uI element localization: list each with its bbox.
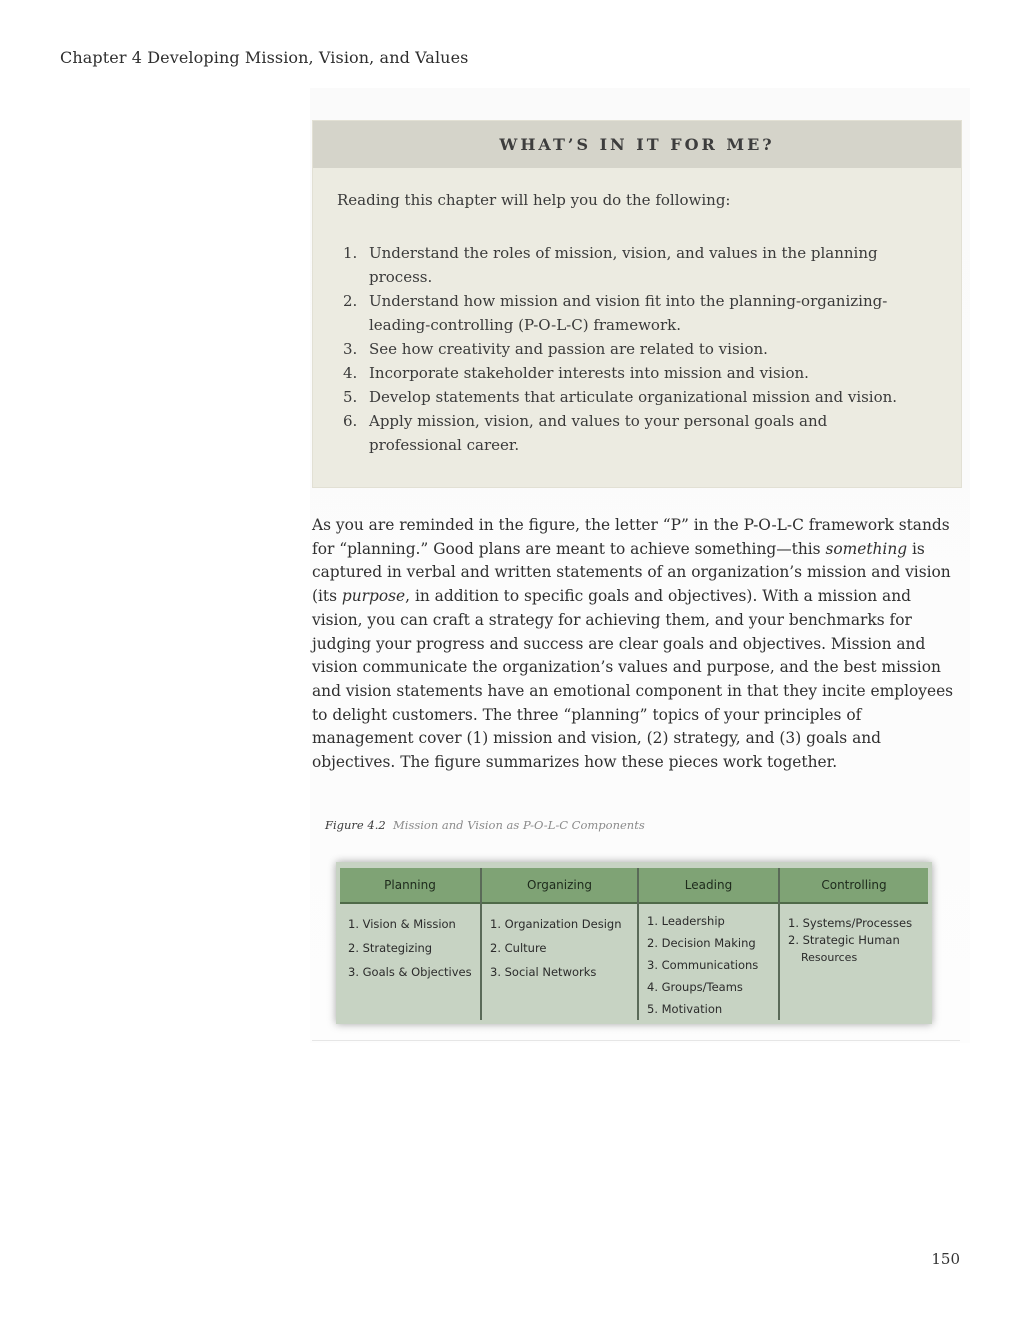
objective-item	[313, 385, 913, 409]
body-emphasis: something	[825, 539, 908, 558]
objective-text: Develop statements that articulate organizational mission and vision.	[369, 388, 898, 406]
objective-number: 5.	[343, 388, 358, 406]
objective-number: 4.	[343, 364, 358, 382]
objective-text: See how creativity and passion are related to vision.	[369, 340, 768, 358]
column-item: 2. Culture	[490, 941, 547, 955]
figure-caption	[325, 818, 645, 832]
objective-number: 2.	[343, 292, 358, 310]
column-item: 5. Motivation	[647, 1002, 723, 1016]
column-item: 3. Social Networks	[490, 965, 597, 979]
figure-column-controlling	[780, 868, 928, 1020]
figure-column-planning	[340, 868, 482, 1020]
objective-number: 6.	[343, 412, 358, 430]
body-text-segment: is captured in verbal and written statements of an organization’s mission and vision (its	[312, 539, 951, 606]
page-number: 150	[931, 1250, 960, 1268]
objective-item	[313, 409, 913, 457]
column-items	[780, 904, 928, 966]
polc-figure	[336, 862, 932, 1024]
column-items	[340, 904, 480, 984]
column-header: Leading	[639, 868, 778, 904]
objective-number: 1.	[343, 244, 358, 262]
column-item: 3. Goals & Objectives	[348, 965, 472, 979]
objective-item	[313, 289, 913, 337]
objective-text: Understand the roles of mission, vision, and values in the planning process.	[369, 244, 878, 286]
column-header: Organizing	[482, 868, 637, 904]
body-emphasis: purpose	[341, 587, 406, 606]
column-item: Resources	[801, 951, 858, 964]
body-text-segment: , in addition to specific goals and objectives). With a mission and vision, you can craft a strategy for achieving them, and your benchmarks for judging your progress and success are clear goals and objectives. Mission and vision communicate the organization’s values and purpose, and the best mission and vision statements have an emotional component in that they incite employees to delight customers. The three “planning” topics of your principles of management cover (1) mission and vision, (2) strategy, and (3) goals and objectives. The figure summarizes how these pieces work together.	[312, 587, 954, 772]
column-item: 1. Organization Design	[490, 917, 622, 931]
column-item: 3. Communications	[647, 958, 759, 972]
objectives-list	[313, 241, 913, 457]
learning-objectives-box	[312, 120, 962, 488]
figure-label: Figure 4.2	[325, 818, 386, 832]
column-header: Planning	[340, 868, 480, 904]
body-paragraph	[312, 514, 962, 775]
objective-item	[313, 361, 913, 385]
figure-caption-text: Mission and Vision as P-O-L-C Components	[393, 818, 645, 832]
objective-item	[313, 337, 913, 361]
callout-title: WHAT’S IN IT FOR ME?	[499, 135, 775, 154]
objective-text: Apply mission, vision, and values to your personal goals and professional career.	[369, 412, 828, 454]
column-item: 1. Leadership	[647, 914, 725, 928]
figure-column-organizing	[482, 868, 639, 1020]
objective-item	[313, 241, 913, 289]
objective-text: Incorporate stakeholder interests into mission and vision.	[369, 364, 809, 382]
callout-intro: Reading this chapter will help you do the following:	[337, 191, 731, 209]
running-head: Chapter 4 Developing Mission, Vision, and Values	[60, 48, 469, 67]
column-item: 1. Vision & Mission	[348, 917, 456, 931]
objective-number: 3.	[343, 340, 358, 358]
callout-header	[313, 121, 961, 168]
column-item: 2. Strategizing	[348, 941, 433, 955]
section-divider	[312, 1040, 960, 1041]
column-items	[482, 904, 637, 984]
column-item: 2. Strategic Human	[788, 933, 900, 947]
column-item: 4. Groups/Teams	[647, 980, 743, 994]
body-text-segment: As you are reminded in the figure, the letter “P” in the P-O-L-C framework stands for “planning.” Good plans are meant to achieve something—this	[312, 516, 950, 558]
column-item: 1. Systems/Processes	[788, 916, 913, 930]
column-items	[639, 904, 778, 1020]
figure-column-leading	[639, 868, 780, 1020]
column-header: Controlling	[780, 868, 928, 904]
objective-text: Understand how mission and vision fit into the planning-organizing-leading-controlling (P-O-L-C) framework.	[369, 292, 888, 334]
column-item: 2. Decision Making	[647, 936, 756, 950]
